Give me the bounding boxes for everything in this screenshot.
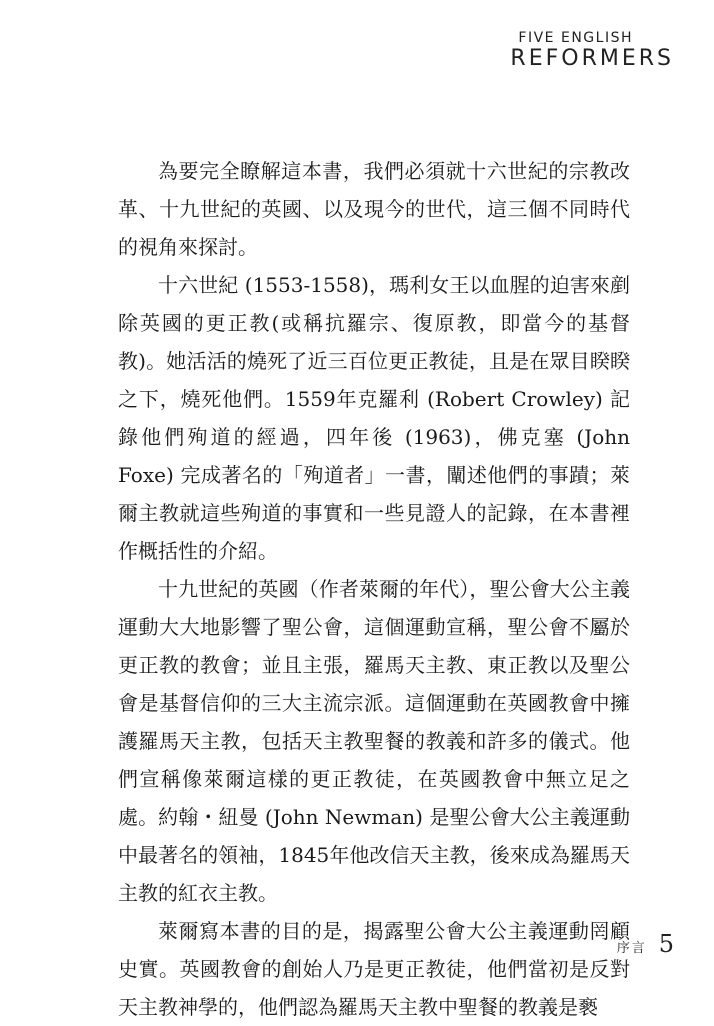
running-header — [510, 30, 674, 70]
body-text — [118, 152, 630, 1026]
paragraph: 為要完全瞭解這本書，我們必須就十六世紀的宗教改革、十九世紀的英國、以及現今的世代，這三個不同時代的視角來探討。 — [118, 159, 630, 259]
paragraph: 十九世紀的英國（作者萊爾的年代），聖公會大公主義運動大大地影響了聖公會，這個運動宣稱，聖公會不屬於更正教的教會；並且主張，羅馬天主教、東正教以及聖公會是基督信仰的三大主流宗派。這個運動在英國教會中擁護羅馬天主教，包括天主教聖餐的教義和許多的儀式。他們宣稱像萊爾這樣的更正教徒，在英國教會中無立足之處。約翰・紐曼 (John Newman) 是聖公會大公主義運動中最著名的領袖，1845年他改信天主教，後來成為羅馬天主教的紅衣主教。 — [118, 577, 630, 905]
paragraph: 萊爾寫本書的目的是，揭露聖公會大公主義運動罔顧史實。英國教會的創始人乃是更正教徒，他們當初是反對天主教神學的，他們認為羅馬天主教中聖餐的教義是褻 — [118, 919, 630, 1019]
paragraph: 十六世紀 (1553-1558)，瑪利女王以血腥的迫害來剷除英國的更正教(或稱抗羅宗、復原教，即當今的基督教)。她活活的燒死了近三百位更正教徒，且是在眾目睽睽之下，燒死他們。1559年克羅利 (Robert Crowley) 記錄他們殉道的經過，四年後 (1963)，佛克塞 (John Foxe) 完成著名的「殉道者」一書，闡述他們的事蹟；萊爾主教就這些殉道的事實和一些見證人的記錄，在本書裡作概括性的介紹。 — [118, 273, 630, 563]
page-number: 5 — [658, 930, 674, 958]
section-label: 序言 — [616, 941, 647, 956]
header-series-line: FIVE ENGLISH — [518, 30, 633, 46]
header-title-line: REFORMERS — [510, 46, 674, 71]
page-footer — [617, 930, 674, 958]
